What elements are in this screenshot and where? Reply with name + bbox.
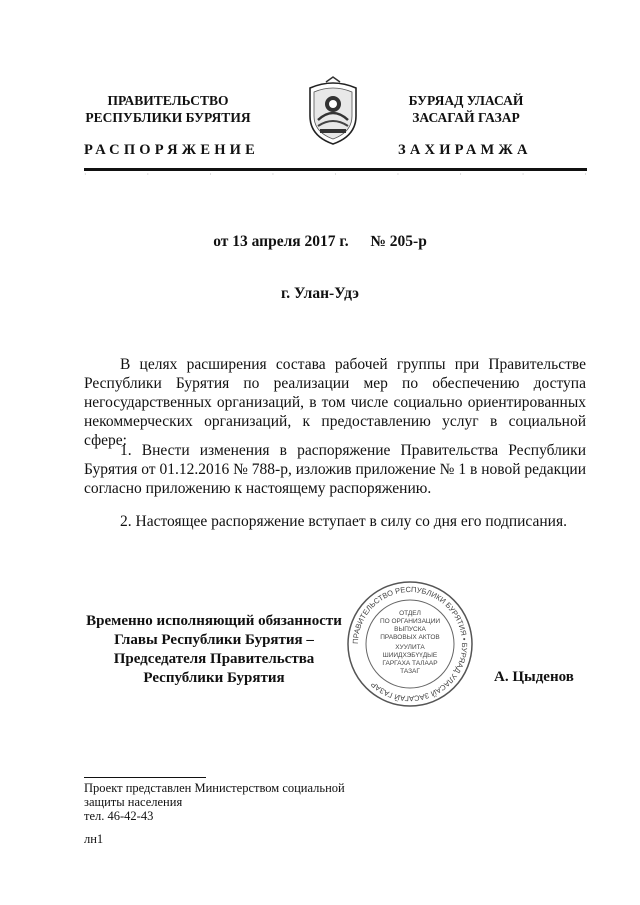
order-city: г. Улан-Удэ (280, 285, 359, 302)
seal-line4: ПРАВОВЫХ АКТОВ (380, 634, 440, 641)
header-right-line1: БУРЯАД УЛАСАЙ (408, 93, 524, 108)
header-right-line2: ЗАСАГАЙ ГАЗАР (412, 110, 520, 125)
seal-line8: ТАЗАГ (400, 668, 420, 675)
seal-line3: ВЫПУСКА (394, 626, 426, 633)
seal-line2: ПО ОРГАНИЗАЦИИ (379, 618, 441, 625)
footnote-line1: Проект представлен Министерством социальной (84, 781, 345, 795)
header-left-block (68, 92, 268, 126)
signatory-line1: Временно исполняющий обязанности (86, 613, 342, 629)
item-2-paragraph: 2. Настоящее распоряжение вступает в силу со дня его подписания. (120, 513, 567, 530)
official-seal-stamp (346, 580, 474, 708)
seal-ring-textpath: ПРАВИТЕЛЬСТВО РЕСПУБЛИКИ БУРЯТИЯ • БУРЯАД УЛАСАЙ ЗАСАГАЙ ГАЗАР (350, 584, 470, 704)
header-left-line2: РЕСПУБЛИКИ БУРЯТИЯ (85, 110, 251, 125)
order-number: № 205-р (370, 233, 427, 250)
seal-line7: ГАРГАХА ТАЛААР (382, 660, 438, 667)
signatory-line2: Главы Республики Бурятия – (114, 632, 314, 648)
header-right-block (386, 92, 546, 126)
document-code: лн1 (84, 832, 104, 846)
coat-of-arms-icon (300, 76, 366, 146)
seal-line1: ОТДЕЛ (399, 610, 421, 617)
footnote-line2: защиты населения (84, 795, 183, 809)
preamble-paragraph: В целях расширения состава рабочей группы при Правительстве Республики Бурятия по реализации мер по обеспечению доступа негосударственных организаций, в том числе социально ориентированных некоммерческих организаций, к предоставлению услуг в социальной сфере: (84, 356, 586, 449)
seal-line5: ХУУЛИТА (395, 644, 425, 651)
signatory-line4: Республики Бурятия (143, 670, 285, 686)
item-1-paragraph: 1. Внести изменения в распоряжение Правительства Республики Бурятия от 01.12.2016 № 788-р, изложив приложение № 1 в новой редакции согласно приложению к настоящему распоряжению. (84, 442, 586, 497)
header-dotted-line: · · · · · · · · · (84, 170, 587, 179)
header-left-line1: ПРАВИТЕЛЬСТВО (107, 93, 229, 108)
footnote-phone: тел. 46-42-43 (84, 809, 154, 823)
doc-type-right: ЗАХИРАМЖА (398, 142, 532, 158)
footnote-divider (84, 777, 206, 778)
seal-line6: ШИИДХЭБҮҮДЫЕ (382, 652, 438, 659)
signatory-name: А. Цыденов (494, 669, 574, 685)
doc-type-left: РАСПОРЯЖЕНИЕ (84, 142, 260, 158)
order-date: от 13 апреля 2017 г. (213, 233, 349, 250)
order-date-number (0, 233, 640, 251)
footnote-block (84, 781, 345, 823)
signatory-title (84, 612, 344, 688)
signatory-line3: Председателя Правительства (113, 651, 315, 667)
